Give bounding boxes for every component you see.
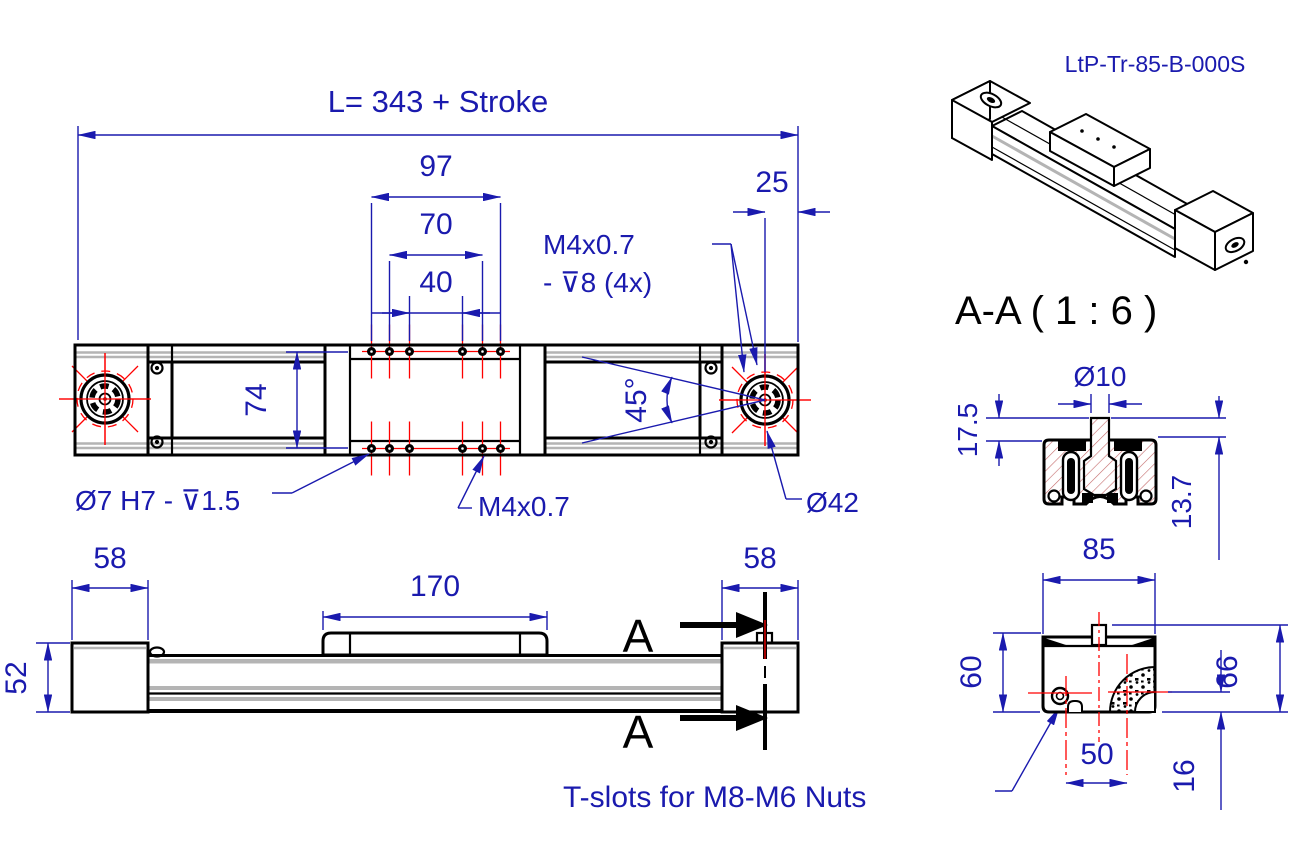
note-d42-text: Ø42 <box>806 487 859 518</box>
dim-25 <box>733 166 830 372</box>
side-right-block <box>722 633 798 712</box>
end-view <box>955 533 1288 810</box>
dim-58-left <box>72 542 148 640</box>
dim-97-text: 97 <box>419 150 453 183</box>
note-m4-carriage <box>458 456 570 522</box>
dim-16-text: 16 <box>1168 759 1201 793</box>
dim-d10 <box>1058 361 1142 413</box>
dim-16 <box>1168 650 1230 810</box>
section-letter-bottom: A <box>622 706 654 758</box>
note-tslots-text: T-slots for M8-M6 Nuts <box>563 781 867 814</box>
left-shaft-coupling <box>59 353 151 445</box>
dim-60 <box>955 633 1041 712</box>
dim-50 <box>1066 738 1127 783</box>
side-view <box>0 542 1059 814</box>
note-m4-carriage-text: M4x0.7 <box>478 491 570 522</box>
dim-60-text: 60 <box>955 655 988 689</box>
dim-70-text: 70 <box>419 208 453 241</box>
dim-13-7-text: 13.7 <box>1166 474 1197 530</box>
dim-170-text: 170 <box>409 570 461 603</box>
dim-25-text: 25 <box>755 166 789 199</box>
dim-52-text: 52 <box>0 661 33 695</box>
dim-40-text: 40 <box>419 266 453 299</box>
dim-58-left-text: 58 <box>93 542 127 575</box>
dim-17-5-text: 17.5 <box>952 402 983 458</box>
isometric-view <box>952 81 1253 270</box>
note-dowel <box>75 454 369 516</box>
part-number: LtP-Tr-85-B-000S <box>1064 51 1246 77</box>
side-left-block <box>72 643 164 712</box>
note-m4-line1: M4x0.7 <box>543 229 635 260</box>
carriage <box>325 345 545 455</box>
dim-d10-text: Ø10 <box>1073 361 1127 392</box>
top-view <box>59 84 859 522</box>
dim-170 <box>323 570 547 630</box>
side-carriage-plate <box>323 633 547 655</box>
note-m4-depth <box>543 229 757 372</box>
dim-52 <box>0 643 70 712</box>
section-view <box>952 361 1226 560</box>
note-m4-line2: - ⊽8 (4x) <box>543 267 653 298</box>
side-rail <box>72 656 798 714</box>
dim-50-text: 50 <box>1080 738 1114 771</box>
section-letter-top: A <box>622 610 654 662</box>
dim-40 <box>372 266 501 341</box>
section-profile <box>1044 418 1156 504</box>
section-title: A-A ( 1 : 6 ) <box>955 289 1158 333</box>
dim-85-text: 85 <box>1082 533 1116 566</box>
dim-overall-length-text: L= 343 + Stroke <box>327 84 549 119</box>
dim-74-text: 74 <box>240 383 273 417</box>
note-dowel-text: Ø7 H7 - ⊽1.5 <box>75 485 241 516</box>
dim-58-right-text: 58 <box>743 542 777 575</box>
dim-45deg-text: 45° <box>620 377 653 423</box>
dim-66-text: 66 <box>1211 655 1244 689</box>
